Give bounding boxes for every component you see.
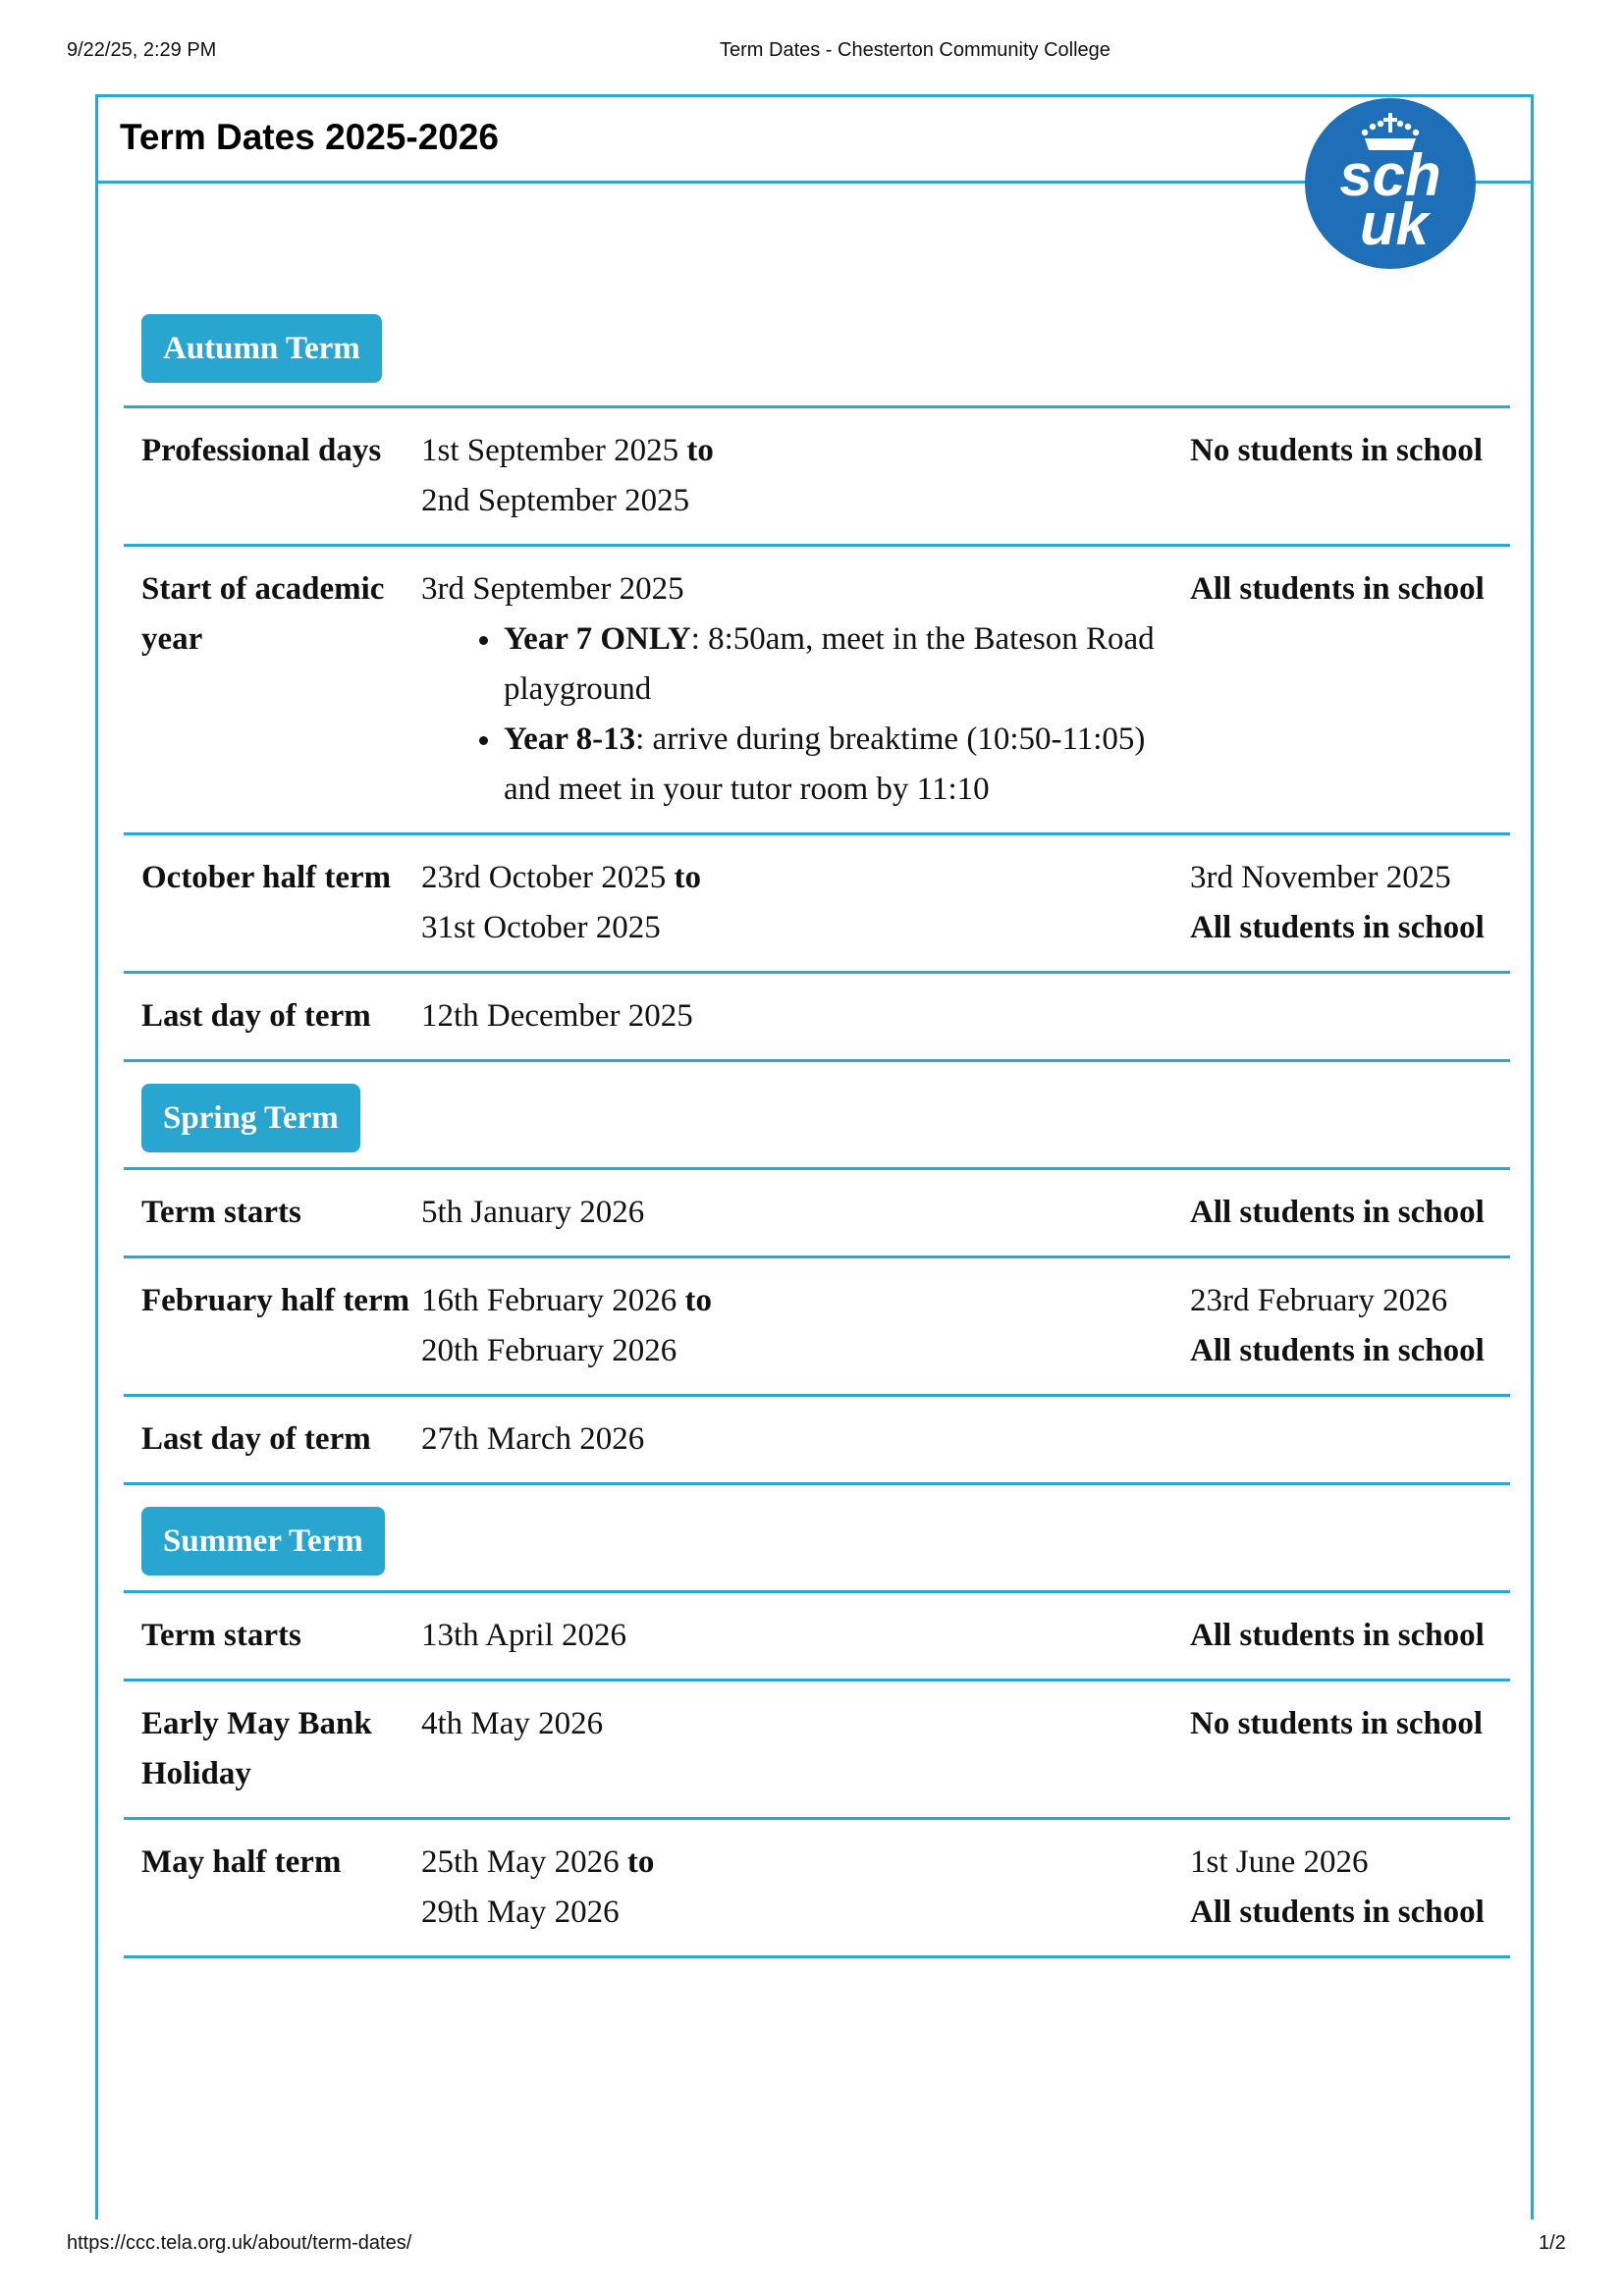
date-connector: to xyxy=(684,1283,713,1318)
print-page-title: Term Dates - Chesterton Community College xyxy=(720,39,1110,61)
row-date xyxy=(421,1699,1190,1799)
print-datetime: 9/22/25, 2:29 PM xyxy=(67,39,217,61)
row-status xyxy=(1190,1699,1510,1799)
row-label: October half term xyxy=(141,860,392,895)
row-date xyxy=(421,1611,1190,1661)
term-heading-row xyxy=(124,1062,1510,1170)
note-heading: Year 8-13 xyxy=(504,721,636,757)
date-to: 29th May 2026 xyxy=(421,1895,620,1930)
sch-uk-logo-icon xyxy=(1304,97,1477,270)
row-status xyxy=(1190,1188,1510,1238)
date-from: 4th May 2026 xyxy=(421,1706,604,1741)
row-label: Professional days xyxy=(141,433,382,468)
date-to: 2nd September 2025 xyxy=(421,483,690,518)
row-date xyxy=(421,1415,1190,1465)
row-status xyxy=(1190,991,1510,1041)
table-row xyxy=(124,547,1510,835)
note-text: : 8:50am, meet in the Bateson Road playground xyxy=(504,621,1155,707)
date-from: 13th April 2026 xyxy=(421,1618,627,1653)
row-date xyxy=(421,1188,1190,1238)
row-label: Early May Bank Holiday xyxy=(141,1706,372,1791)
row-status xyxy=(1190,1838,1510,1938)
date-from: 12th December 2025 xyxy=(421,998,693,1034)
row-date xyxy=(421,426,1190,526)
date-connector: to xyxy=(686,433,714,468)
row-label: Last day of term xyxy=(141,1421,371,1457)
row-date xyxy=(421,991,1190,1041)
table-row xyxy=(124,1820,1510,1958)
return-date: 1st June 2026 xyxy=(1190,1844,1369,1880)
date-to: 20th February 2026 xyxy=(421,1333,677,1368)
status-text: All students in school xyxy=(1190,1195,1485,1230)
arrival-notes-list xyxy=(421,614,1190,815)
spring-term-button[interactable]: Spring Term xyxy=(141,1084,360,1152)
status-text: All students in school xyxy=(1190,1895,1485,1930)
row-label: Term starts xyxy=(141,1195,301,1230)
autumn-term-button[interactable]: Autumn Term xyxy=(141,314,382,383)
date-from: 16th February 2026 xyxy=(421,1283,677,1318)
term-dates-table xyxy=(124,314,1510,1958)
list-item xyxy=(504,715,1190,815)
date-from: 25th May 2026 xyxy=(421,1844,620,1880)
term-heading-row xyxy=(124,314,1510,408)
term-heading-row xyxy=(124,1485,1510,1593)
row-status xyxy=(1190,1415,1510,1465)
status-text: No students in school xyxy=(1190,433,1483,468)
status-text: All students in school xyxy=(1190,910,1485,945)
print-footer xyxy=(0,2232,1624,2262)
logo-text-uk: uk xyxy=(1359,191,1430,257)
date-to: 31st October 2025 xyxy=(421,910,661,945)
note-text: : arrive during breaktime (10:50-11:05) and meet in your tutor room by 11:10 xyxy=(504,721,1146,807)
page-title: Term Dates 2025-2026 xyxy=(120,117,500,157)
row-status xyxy=(1190,564,1510,815)
table-row xyxy=(124,1170,1510,1258)
row-label: Term starts xyxy=(141,1618,301,1653)
list-item xyxy=(504,614,1190,715)
status-text: All students in school xyxy=(1190,1618,1485,1653)
row-date xyxy=(421,1838,1190,1938)
summer-term-button[interactable]: Summer Term xyxy=(141,1507,385,1575)
print-header xyxy=(0,39,1624,69)
return-date: 23rd February 2026 xyxy=(1190,1283,1448,1318)
date-from: 1st September 2025 xyxy=(421,433,679,468)
table-row xyxy=(124,1593,1510,1682)
row-status xyxy=(1190,1611,1510,1661)
logo-text-sch: sch xyxy=(1339,142,1441,208)
table-row xyxy=(124,1258,1510,1397)
table-row xyxy=(124,974,1510,1062)
status-text: No students in school xyxy=(1190,1706,1483,1741)
date-from: 5th January 2026 xyxy=(421,1195,645,1230)
page-number: 1/2 xyxy=(1539,2232,1566,2254)
table-row xyxy=(124,835,1510,974)
row-label: Last day of term xyxy=(141,998,371,1034)
note-heading: Year 7 ONLY xyxy=(504,621,691,657)
row-label: Start of academic year xyxy=(141,571,385,657)
row-status xyxy=(1190,426,1510,526)
row-date xyxy=(421,853,1190,953)
row-status xyxy=(1190,853,1510,953)
page-url[interactable]: https://ccc.tela.org.uk/about/term-dates/ xyxy=(67,2232,412,2254)
table-row xyxy=(124,408,1510,547)
date-from: 3rd September 2025 xyxy=(421,571,684,607)
term-dates-panel xyxy=(95,94,1534,2219)
status-text: All students in school xyxy=(1190,1333,1485,1368)
return-date: 3rd November 2025 xyxy=(1190,860,1451,895)
row-status xyxy=(1190,1276,1510,1376)
row-label: May half term xyxy=(141,1844,342,1880)
table-row xyxy=(124,1397,1510,1485)
date-connector: to xyxy=(626,1844,655,1880)
table-row xyxy=(124,1682,1510,1820)
status-text: All students in school xyxy=(1190,571,1485,607)
date-connector: to xyxy=(674,860,702,895)
date-from: 23rd October 2025 xyxy=(421,860,667,895)
row-date xyxy=(421,564,1190,815)
row-date xyxy=(421,1276,1190,1376)
row-label: February half term xyxy=(141,1283,410,1318)
date-from: 27th March 2026 xyxy=(421,1421,645,1457)
